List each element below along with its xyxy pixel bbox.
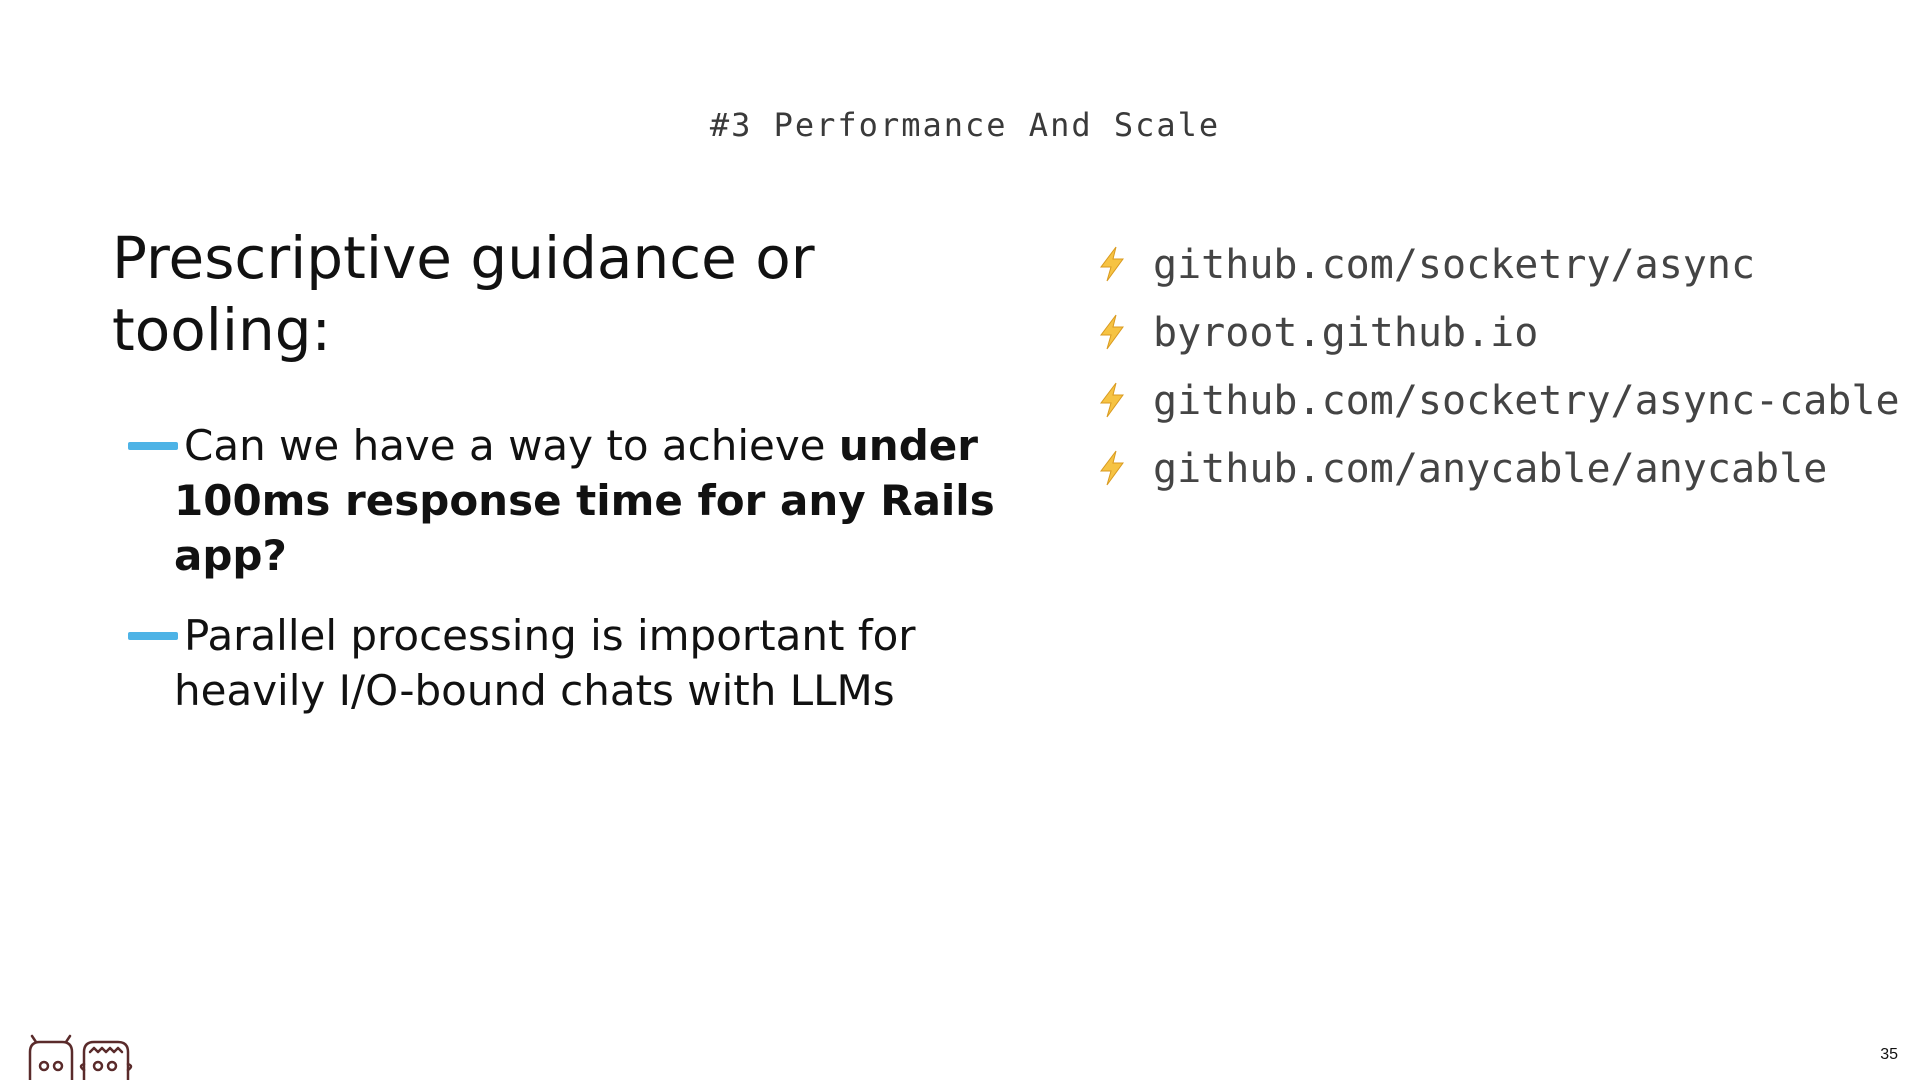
bullet-bold-text: under 100ms response time for any Rails app? [174, 421, 995, 580]
two-robot-heads-logo [26, 1034, 136, 1080]
link-list [1097, 243, 1917, 515]
link-item-async[interactable] [1097, 243, 1917, 287]
link-item-anycable[interactable] [1097, 447, 1917, 491]
lightning-bolt-icon [1097, 314, 1127, 350]
bullet-item-parallel-processing [126, 608, 1026, 718]
lightning-bolt-icon [1097, 246, 1127, 282]
bullet-list [126, 418, 1026, 743]
lightning-bolt-icon [1097, 382, 1127, 418]
lightning-bolt-icon [1097, 450, 1127, 486]
link-text[interactable]: github.com/socketry/async-cable [1153, 378, 1900, 424]
link-text[interactable]: github.com/socketry/async [1153, 242, 1756, 288]
slide-heading: Prescriptive guidance or tooling: [112, 224, 815, 364]
link-text[interactable]: github.com/anycable/anycable [1153, 446, 1828, 492]
link-text[interactable]: byroot.github.io [1153, 310, 1539, 356]
page-number: 35 [1880, 1046, 1898, 1063]
section-label: #3 Performance And Scale [709, 106, 1221, 144]
bullet-text: Parallel processing is important for heavily I/O-bound chats with LLMs [174, 611, 916, 715]
link-item-byroot[interactable] [1097, 311, 1917, 355]
link-item-async-cable[interactable] [1097, 379, 1917, 423]
bullet-item-response-time [126, 418, 1026, 583]
dash-bullet-icon [128, 442, 178, 450]
bullet-lead-text: Can we have a way to achieve [184, 421, 826, 470]
dash-bullet-icon [128, 632, 178, 640]
